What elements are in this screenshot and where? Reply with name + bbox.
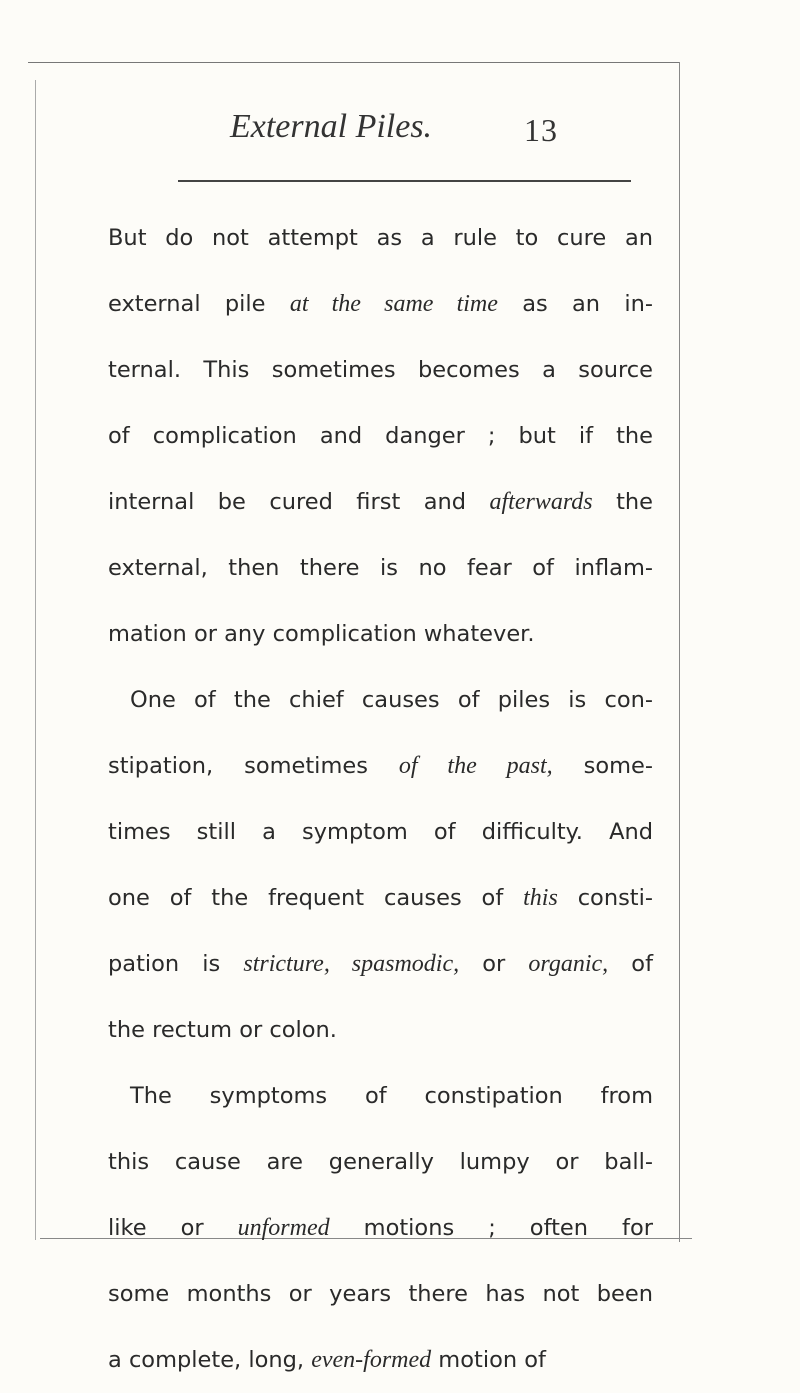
page-border-left bbox=[35, 80, 36, 1240]
text-line bbox=[108, 733, 653, 799]
running-head bbox=[108, 108, 678, 158]
text-line bbox=[108, 535, 653, 601]
text-segment: internal be cured first and bbox=[108, 489, 490, 515]
text-segment: pation is bbox=[108, 951, 244, 977]
paragraph bbox=[108, 205, 653, 667]
text-line bbox=[108, 1129, 653, 1195]
page-border-top bbox=[28, 62, 680, 63]
text-line bbox=[108, 799, 653, 865]
body-text bbox=[108, 205, 653, 1393]
paragraph bbox=[108, 1063, 653, 1393]
text-segment: times still a symptom of difficulty. And bbox=[108, 819, 653, 845]
text-line bbox=[108, 601, 653, 667]
text-line bbox=[108, 1195, 653, 1261]
italic-text: afterwards bbox=[489, 489, 593, 515]
text-segment: But do not attempt as a rule to cure an bbox=[108, 225, 653, 251]
text-segment: this cause are generally lumpy or ball- bbox=[108, 1149, 653, 1175]
running-head-title: External Piles. bbox=[230, 108, 433, 145]
text-line bbox=[108, 667, 653, 733]
text-segment: consti- bbox=[557, 885, 653, 911]
text-line bbox=[108, 403, 653, 469]
text-segment: ternal. This sometimes becomes a source bbox=[108, 357, 653, 383]
text-segment: one of the frequent causes of bbox=[108, 885, 524, 911]
text-line bbox=[108, 1327, 653, 1393]
text-segment: as an in- bbox=[497, 291, 653, 317]
text-segment: a complete, long, bbox=[108, 1347, 312, 1373]
text-segment: like or bbox=[108, 1215, 238, 1241]
italic-text: organic, bbox=[528, 951, 609, 977]
text-segment: external, then there is no fear of inflam- bbox=[108, 555, 653, 581]
text-line bbox=[108, 205, 653, 271]
text-segment: of complication and danger ; but if the bbox=[108, 423, 653, 449]
italic-text: at the same time bbox=[289, 291, 498, 317]
text-line bbox=[108, 931, 653, 997]
page-border-right bbox=[679, 62, 680, 1242]
header-rule bbox=[178, 180, 631, 182]
text-line bbox=[108, 1063, 653, 1129]
text-segment: stipation, sometimes bbox=[108, 753, 399, 779]
text-segment: some- bbox=[552, 753, 653, 779]
text-segment: motions ; often for bbox=[329, 1215, 653, 1241]
page-number: 13 bbox=[524, 112, 558, 148]
italic-text: of the past, bbox=[398, 753, 553, 779]
text-segment: mation or any complication whatever. bbox=[108, 621, 535, 647]
italic-text: even-formed bbox=[311, 1347, 432, 1373]
italic-text: unformed bbox=[237, 1215, 330, 1241]
text-line bbox=[108, 337, 653, 403]
text-line bbox=[108, 1261, 653, 1327]
text-line bbox=[108, 271, 653, 337]
text-segment: the bbox=[592, 489, 653, 515]
text-segment: the rectum or colon. bbox=[108, 1017, 337, 1043]
italic-text: stricture, spasmodic, bbox=[243, 951, 460, 977]
text-segment: external pile bbox=[108, 291, 290, 317]
text-segment: The symptoms of constipation from bbox=[130, 1083, 653, 1109]
text-line bbox=[108, 865, 653, 931]
text-segment: or bbox=[459, 951, 529, 977]
text-line bbox=[108, 469, 653, 535]
text-line bbox=[108, 997, 653, 1063]
paragraph bbox=[108, 667, 653, 1063]
text-segment: some months or years there has not been bbox=[108, 1281, 653, 1307]
text-segment: One of the chief causes of piles is con- bbox=[130, 687, 653, 713]
text-segment: of bbox=[608, 951, 653, 977]
text-segment: motion of bbox=[431, 1347, 546, 1373]
italic-text: this bbox=[523, 885, 558, 911]
